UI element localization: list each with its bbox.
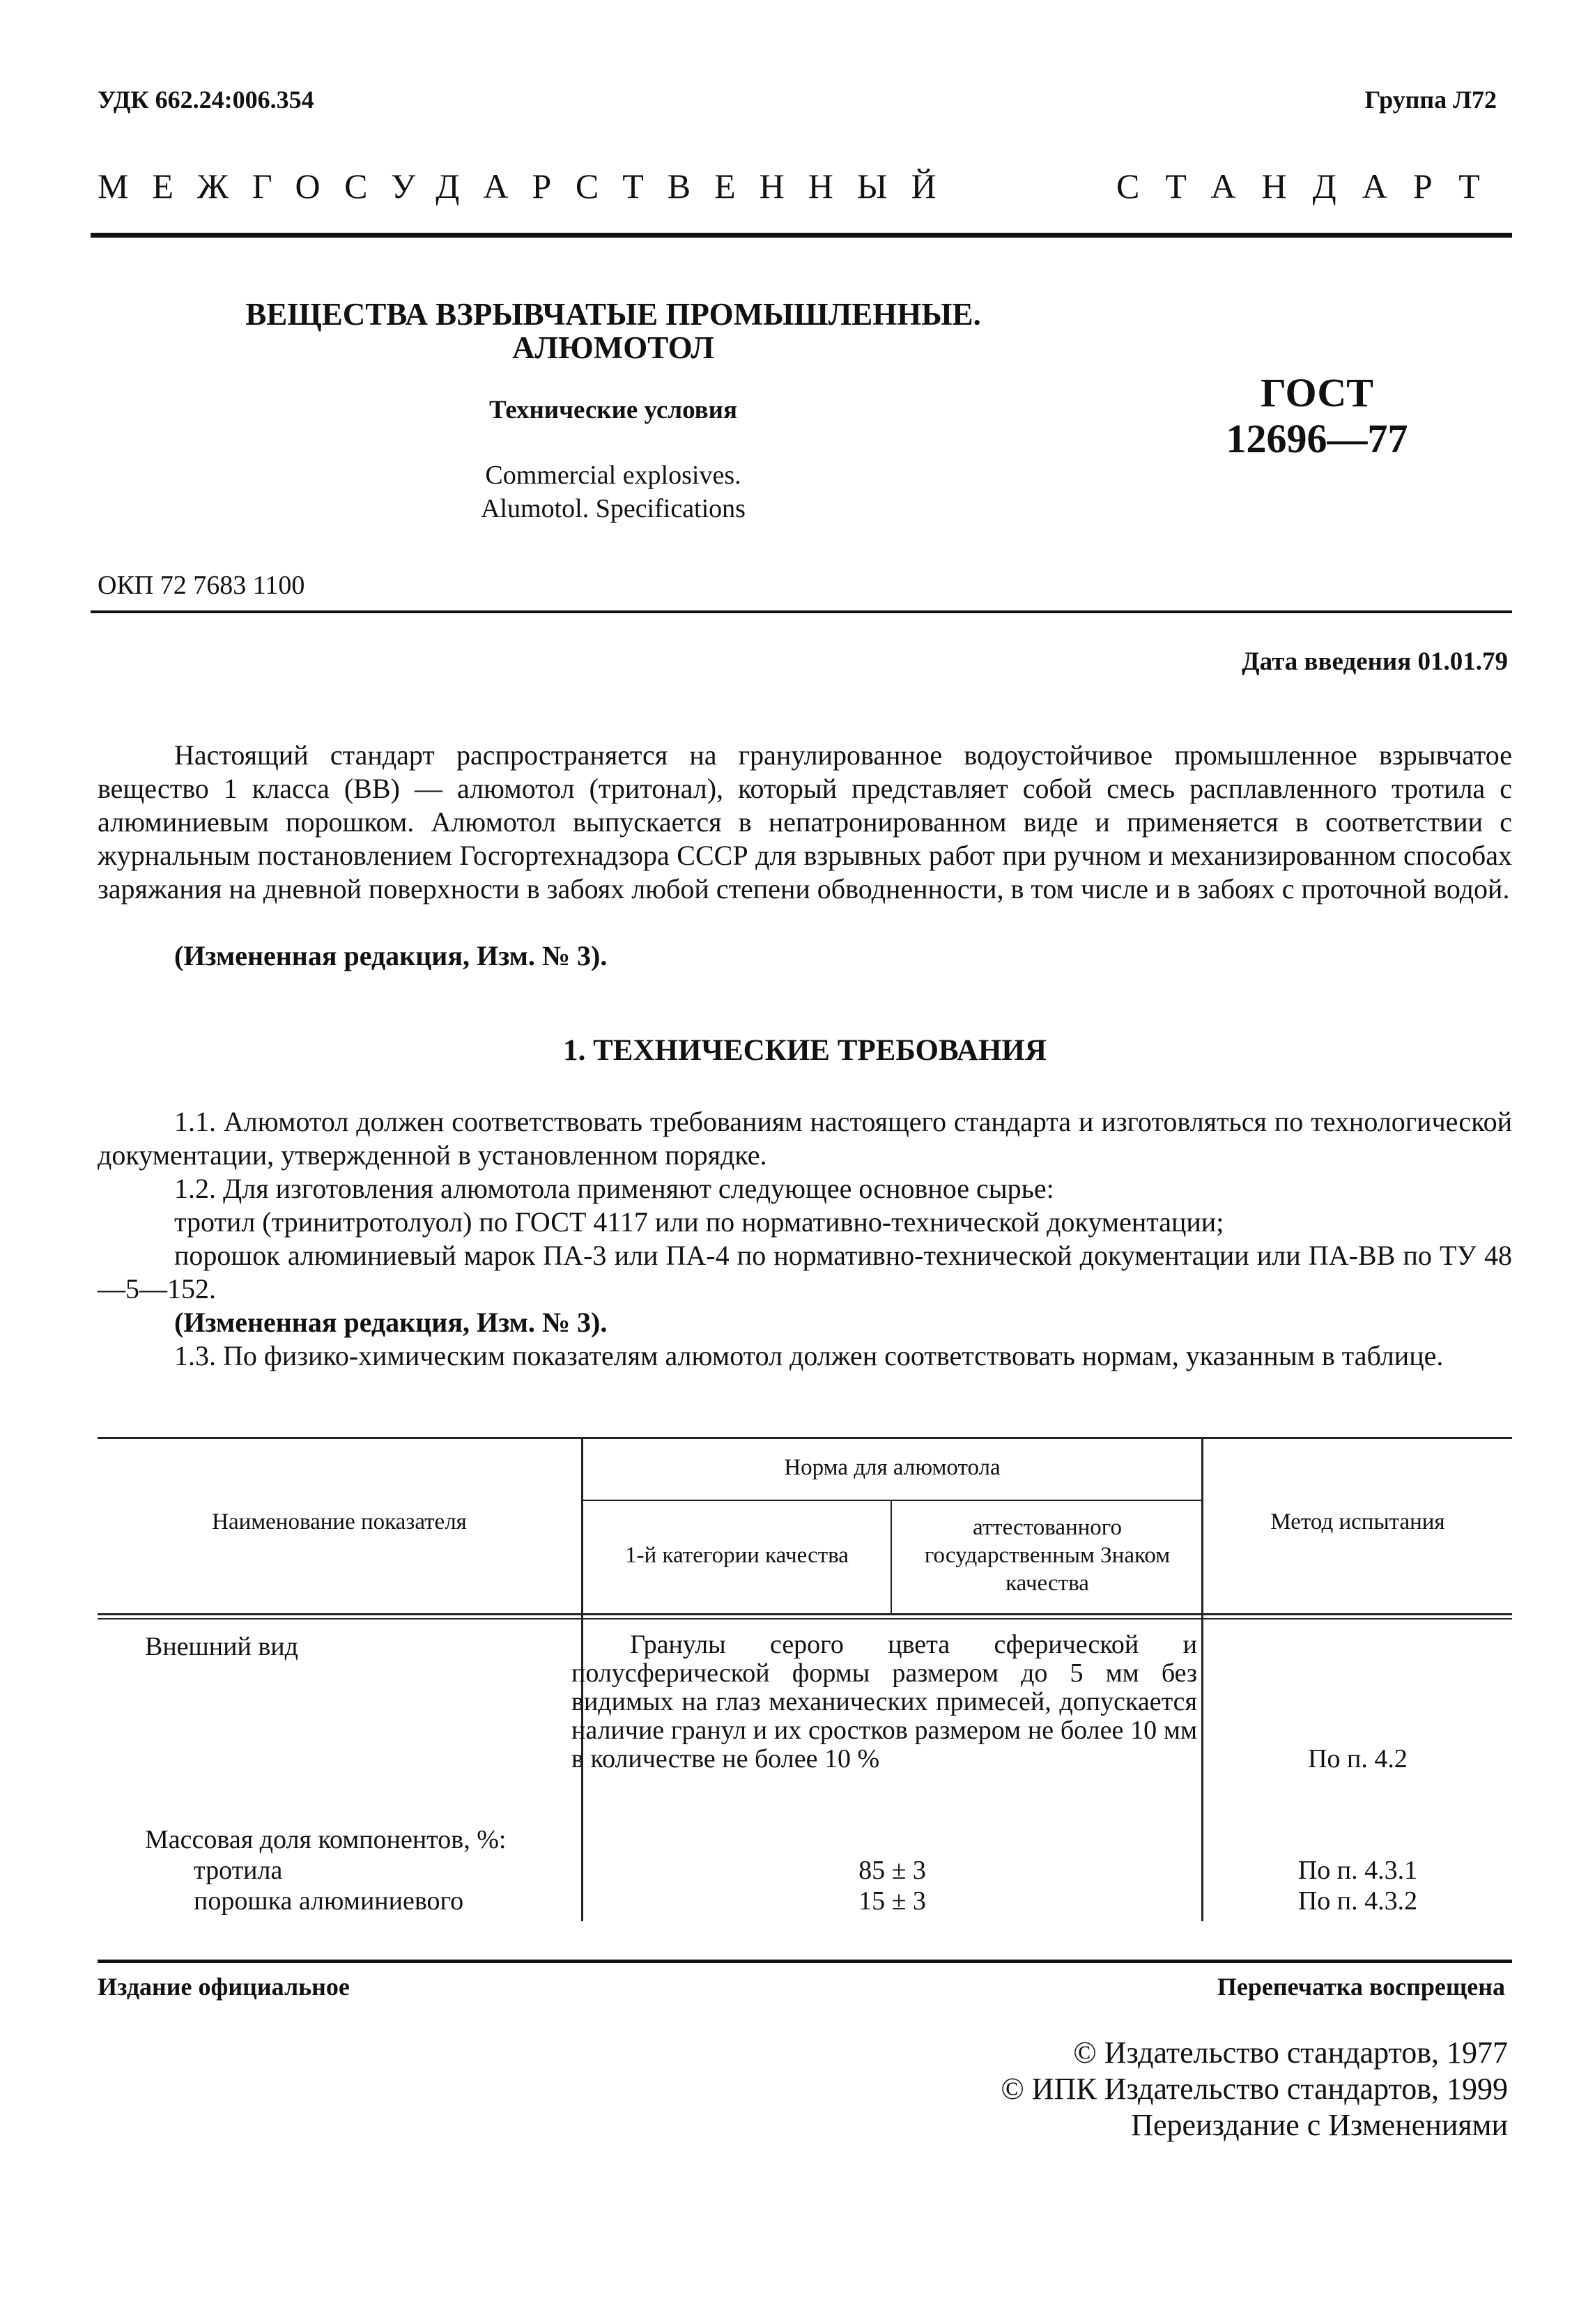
- row-aluminium-method: По п. 4.3.2: [1297, 1886, 1418, 1916]
- table-header-rule-b: [98, 1618, 1512, 1619]
- english-title-line1: Commercial explosives.: [485, 461, 741, 490]
- gost-label: ГОСТ: [1261, 370, 1373, 415]
- document-subtitle: Технические условия: [489, 396, 737, 424]
- row-appearance-method: По п. 4.2: [1308, 1744, 1408, 1773]
- section-edition-note: (Измененная редакция, Изм. № 3).: [174, 1307, 608, 1338]
- row-mass-fraction-name: Массовая доля компонентов, %:: [145, 1825, 507, 1854]
- copyright-1977: © Издательство стандартов, 1977: [1073, 2036, 1508, 2070]
- paragraph-1-2-trotyl: тротил (тринитротолуол) по ГОСТ 4117 или по нормативно-технической документации;: [174, 1206, 1224, 1238]
- udk-code: УДК 662.24:006.354: [98, 86, 314, 114]
- introduction-date: Дата введения 01.01.79: [1242, 647, 1508, 676]
- row-appearance-value: Гранулы серого цвета сферической и полусферической формы размером до 5 мм без видимых на глаз механических примесей, допускается наличие гранул и их сростков размером не более 10 мм в количестве не более 10 %: [571, 1630, 1197, 1773]
- group-code: Группа Л72: [1364, 86, 1497, 114]
- table-top-rule: [98, 1437, 1512, 1439]
- header-indicator-name: Наименование показателя: [212, 1509, 467, 1534]
- intro-edition-note: (Измененная редакция, Изм. № 3).: [174, 940, 608, 971]
- reissue-note: Переиздание с Изменениями: [1131, 2108, 1508, 2142]
- table-vline-2: [891, 1500, 892, 1615]
- document-title-line2: АЛЮМОТОЛ: [512, 330, 714, 365]
- paragraph-1-2: 1.2. Для изготовления алюмотола применяют следующее основное сырье:: [174, 1173, 1054, 1204]
- row-trotyl-value: 85 ± 3: [858, 1856, 926, 1885]
- table-header-rule-a: [98, 1613, 1512, 1615]
- section-heading: 1. ТЕХНИЧЕСКИЕ ТРЕБОВАНИЯ: [563, 1034, 1047, 1067]
- paragraph-1-3: 1.3. По физико-химическим показателям алюмотол должен соответствовать нормам, указанным в таблице.: [174, 1340, 1444, 1371]
- row-aluminium-name: порошка алюминиевого: [194, 1886, 464, 1916]
- interstate-word: МЕЖГОСУДАРСТВЕННЫЙ: [98, 167, 960, 206]
- header-category-1: 1-й категории качества: [625, 1543, 849, 1568]
- paragraph-1-2-aluminium: порошок алюминиевый марок ПА-3 или ПА-4 по нормативно-технической документации или ПА-ВВ по ТУ 48—5—152.: [98, 1240, 1512, 1305]
- row-trotyl-name: тротила: [194, 1856, 283, 1885]
- copyright-1999: © ИПК Издательство стандартов, 1999: [1001, 2072, 1508, 2106]
- row-trotyl-method: По п. 4.3.1: [1297, 1856, 1418, 1885]
- footer-rule: [98, 1960, 1512, 1963]
- header-norm: Норма для алюмотола: [784, 1455, 1001, 1480]
- row-aluminium-value: 15 ± 3: [858, 1886, 926, 1916]
- english-title-line2: Alumotol. Specifications: [481, 494, 746, 523]
- gost-number: 12696—77: [1226, 416, 1408, 461]
- row-appearance-name: Внешний вид: [145, 1632, 298, 1661]
- okp-code: ОКП 72 7683 1100: [98, 571, 305, 600]
- okp-rule: [91, 610, 1512, 613]
- intro-paragraph: Настоящий стандарт распространяется на гранулированное водоустойчивое промышленное взрывчатое вещество 1 класса (ВВ) — алюмотол (тритонал), который представляет собой смесь расплавленного тротила с алюминиевым порошком. Алюмотол выпускается в непатронированном виде и применяется в соответствии с журнальным постановлением Госгортехнадзора СССР для взрывных работ при ручном и механизированном способах заряжания на дневной поверхности в забоях любой степени обводненности, в том числе и в забоях с проточной водой.: [98, 739, 1512, 905]
- header-rule: [91, 233, 1512, 238]
- standard-word: СТАНДАРТ: [1116, 167, 1506, 206]
- header-quality-mark: аттестованного государственным Знаком качества: [924, 1515, 1171, 1596]
- paragraph-1-1: 1.1. Алюмотол должен соответствовать требованиям настоящего стандарта и изготовляться по технологической документации, утвержденной в установленном порядке.: [98, 1106, 1512, 1171]
- reprint-prohibited: Перепечатка воспрещена: [1217, 1973, 1505, 2001]
- official-edition: Издание официальное: [98, 1973, 350, 2001]
- document-title-line1: ВЕЩЕСТВА ВЗРЫВЧАТЫЕ ПРОМЫШЛЕННЫЕ.: [245, 297, 981, 332]
- header-test-method: Метод испытания: [1270, 1509, 1445, 1534]
